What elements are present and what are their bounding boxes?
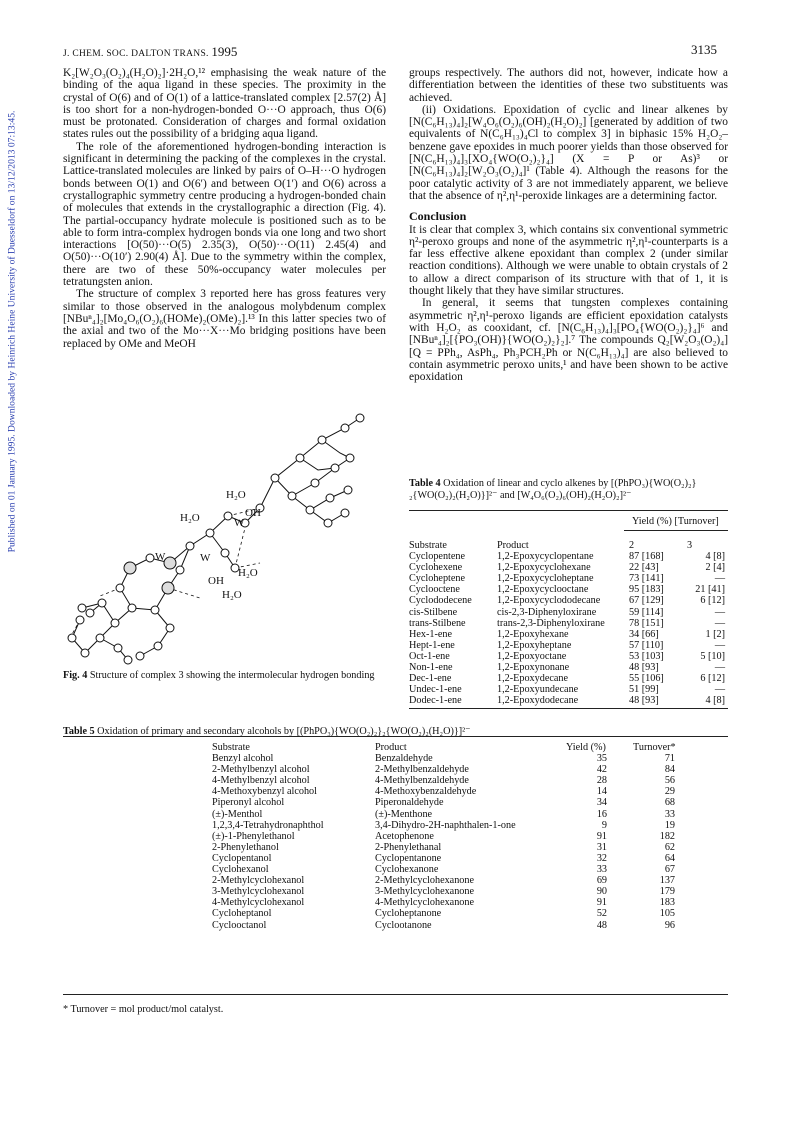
paragraph: groups respectively. The authors did not, however, indicate how a differentiation between the identities of these two substituents was achieved. (409, 67, 728, 104)
table-cell: 4-Methylcyclohexanol (212, 897, 305, 909)
table-cell: 68 (664, 797, 675, 809)
label-h2o: H₂O (222, 589, 242, 601)
table-cell: Dec-1-ene (409, 673, 452, 685)
table-cell: 5 [10] (700, 650, 725, 662)
right-column (409, 67, 728, 383)
table-cell: Benzyl alcohol (212, 753, 274, 765)
table-cell: Hept-1-ene (409, 639, 455, 651)
table-cell: 4-Methylbenzaldehyde (375, 775, 469, 787)
table-cell: 78 [151] (629, 617, 664, 629)
table-row (409, 684, 727, 695)
table-cell: Benzaldehyde (375, 753, 433, 765)
table-cell: 48 (596, 919, 607, 931)
table-cell: 48 [93] (629, 662, 659, 674)
table-cell: 48 [93] (629, 695, 659, 707)
label-h2o: H₂O (238, 567, 258, 579)
table-cell: Cyclohexene (409, 562, 463, 574)
table-cell: 4-Methylcyclohexanone (375, 897, 475, 909)
table-cell: cis-2,3-Diphenyloxirane (497, 606, 597, 618)
table5-grid (63, 742, 713, 931)
table-row (63, 853, 713, 864)
table-cell: 1,2-Epoxycyclohexane (497, 562, 591, 574)
table-header-row (63, 742, 713, 753)
column-header: Substrate (212, 742, 250, 753)
table-cell: Oct-1-ene (409, 650, 450, 662)
label-h2o: H₂O (226, 489, 246, 501)
table5-label: Table 5 (63, 726, 95, 737)
table-cell: 96 (664, 919, 675, 931)
left-column (63, 67, 386, 350)
table-cell: Acetophenone (375, 830, 434, 842)
table-indent (63, 831, 212, 842)
label-h2o: H₂O (180, 512, 200, 524)
table-indent (63, 809, 212, 820)
table-cell: 4-Methylbenzyl alcohol (212, 775, 310, 787)
table4-caption (409, 478, 728, 501)
table-cell: 1,2-Epoxycycloheptane (497, 573, 594, 585)
table-cell: 51 [99] (629, 684, 659, 696)
table-cell: 34 (596, 797, 607, 809)
table-row (63, 886, 713, 897)
table-row (409, 640, 727, 651)
column-header: Substrate (409, 540, 447, 551)
figure-caption-text: Structure of complex 3 showing the intermolecular hydrogen bonding (89, 670, 375, 681)
table-row (63, 820, 713, 831)
table4-grid (409, 540, 727, 706)
table-indent (63, 797, 212, 808)
table-cell: 52 (596, 908, 607, 920)
table-row (409, 695, 727, 706)
download-notice[interactable]: Published on 01 January 1995. Downloaded by Heinrich Heine University of Duesseldorf on 13/12/2013 07:13:45. (6, 110, 18, 553)
journal-year: 1995 (211, 44, 238, 59)
crystal-structure-figure (60, 398, 380, 668)
table-cell: Piperonaldehyde (375, 797, 444, 809)
table-cell: Cyclootanone (375, 919, 432, 931)
table-cell: 1 [2] (705, 628, 725, 640)
table-rule (409, 708, 728, 709)
table-cell: 2-Methylcyclohexanone (375, 875, 475, 887)
table-cell: 1,2-Epoxydecane (497, 673, 568, 685)
table-cell: 2-Methylcyclohexanol (212, 875, 305, 887)
table-cell: Cycloheptanol (212, 908, 272, 920)
table-rule (624, 530, 728, 531)
table-cell: 1,2-Epoxycyclooctane (497, 584, 589, 596)
table-cell: 2-Methylbenzaldehyde (375, 764, 469, 776)
column-header: 3 (687, 540, 693, 551)
table-row (409, 551, 727, 562)
table-cell: Non-1-ene (409, 662, 453, 674)
table-row (63, 920, 713, 931)
table-cell: 35 (596, 753, 607, 765)
table-cell: — (714, 617, 725, 629)
table-cell: 4-Methoxybenzaldehyde (375, 786, 477, 798)
table-cell: 2-Phenylethanol (212, 841, 279, 853)
table-rule (63, 994, 728, 995)
table-cell: Undec-1-ene (409, 684, 462, 696)
table-indent (63, 853, 212, 864)
table-indent (63, 764, 212, 775)
table-cell: 87 [168] (629, 551, 664, 563)
table4-label: Table 4 (409, 478, 441, 489)
table-cell: 4 [8] (705, 551, 725, 563)
table-cell: (±)-Menthol (212, 808, 263, 820)
figure-caption (63, 670, 385, 682)
table-cell: Cycloheptene (409, 573, 466, 585)
table-cell: 22 [43] (629, 562, 659, 574)
table-row (409, 562, 727, 573)
table-cell: 69 (596, 875, 607, 887)
table-cell: 67 [129] (629, 595, 664, 607)
table-cell: — (714, 662, 725, 674)
column-header (63, 742, 212, 753)
paragraph: K₂[W₂O₃(O₂)₄(H₂O)₂]·2H₂O,¹² emphasising the weak nature of the binding of the aqua ligand in these species. The proximity in the crystal of O(6) and of O(1) of a lattice-translated complex [2.57(2) Å] is too short for a non-hydrogen-bonded O···O approach, thus O(6) must be protonated. Consideration of charges and formal oxidation states rules out the possibility of a bridging aqua ligand. (63, 67, 386, 141)
table-indent (63, 864, 212, 875)
table-cell: trans-Stilbene (409, 617, 466, 629)
table-row (63, 864, 713, 875)
table-cell: 95 [183] (629, 584, 664, 596)
paragraph: It is clear that complex 3, which contains six conventional symmetric η²-peroxo groups and none of the asymmetric η²,η¹-counterparts is a far less effective alkene epoxidant than complex 2 (under similar reaction conditions). Although we were unable to obtain crystals of 2 to allow a direct comparison of its structure with that of 1, it is thought likely that they have similar structures. (409, 223, 728, 298)
table-row (63, 797, 713, 808)
yield-header: Yield (%) [Turnover] (632, 516, 719, 527)
table-cell: 29 (664, 786, 675, 798)
figure-label: Fig. 4 (63, 670, 88, 681)
table-cell: 1,2-Epoxyheptane (497, 639, 572, 651)
label-oh: OH (208, 575, 224, 587)
running-header (63, 44, 237, 60)
table-cell: 105 (659, 908, 675, 920)
table-cell: trans-2,3-Diphenyloxirane (497, 617, 605, 629)
table-cell: Cyclohexanone (375, 864, 439, 876)
paragraph: The structure of complex 3 reported here has gross features very similar to those observed in the analogous molybdenum complex [NBuⁿ₄]₂[Mo₄O₆(O₂)₆(HOMe)₂(OMe)₂].¹³ In this latter species two of the axial and two of the Mo···X···Mo bridging positions have been replaced by OMe and MeOH (63, 288, 386, 350)
table-cell: (±)-Menthone (375, 808, 433, 820)
table-cell: Cyclooctanol (212, 919, 267, 931)
table-cell: 55 [106] (629, 673, 664, 685)
table-cell: 3-Methylcyclohexanol (212, 886, 305, 898)
table-indent (63, 875, 212, 886)
section-heading: Conclusion (409, 209, 467, 224)
table-cell: 33 (596, 864, 607, 876)
column-header: Product (375, 742, 407, 753)
table-cell: 4-Methoxybenzyl alcohol (212, 786, 317, 798)
structure-drawing (60, 398, 380, 668)
table-row (409, 607, 727, 618)
label-oh: OH (245, 507, 261, 519)
table-cell: 6 [12] (700, 673, 725, 685)
table-cell: 56 (664, 775, 675, 787)
table-cell: 90 (596, 886, 607, 898)
table-cell: 62 (664, 841, 675, 853)
table-cell: Cyclohexanol (212, 864, 269, 876)
table-cell: 6 [12] (700, 595, 725, 607)
table-indent (63, 842, 212, 853)
label-w: W (234, 517, 245, 529)
table-cell: 1,2-Epoxyhexane (497, 628, 569, 640)
table-cell: Cyclopentene (409, 551, 466, 563)
table-indent (63, 820, 212, 831)
table-cell: — (714, 684, 725, 696)
table5-footnote: * Turnover = mol product/mol catalyst. (63, 1004, 224, 1015)
table-rule (63, 736, 728, 737)
table-row (63, 897, 713, 908)
table-cell: 42 (596, 764, 607, 776)
table-cell: 16 (596, 808, 607, 820)
table-row (63, 831, 713, 842)
table-row (63, 875, 713, 886)
table-row (409, 662, 727, 673)
table-cell: Dodec-1-ene (409, 695, 462, 707)
table-row (63, 753, 713, 764)
table-cell: Hex-1-ene (409, 628, 452, 640)
table-row (409, 618, 727, 629)
table-indent (63, 786, 212, 797)
paragraph: In general, it seems that tungsten complexes containing asymmetric η²,η¹-peroxo ligands are efficient epoxidation catalysts with H₂O₂ as cooxidant, cf. [N(C₆H₁₃)₄]₃[PO₄{WO(O₂)₂}₄]⁶ and [NBuⁿ₄]₂[{PO₃(OH)}{WO(O₂)₂}₂].⁷ The compounds Q₂[W₂O₃(O₂)₄] [Q = PPh₄, AsPh₄, Ph₃PCH₂Ph or N(C₆H₁₃)₄] are also believed to contain asymmetric peroxo units,¹ and have been shown to be active epoxidation (409, 297, 728, 384)
table-row (63, 842, 713, 853)
table-cell: 1,2,3,4-Tetrahydronaphthol (212, 819, 324, 831)
table-rule (409, 510, 728, 511)
table-indent (63, 753, 212, 764)
table-cell: 2-Methylbenzyl alcohol (212, 764, 310, 776)
table-cell: 14 (596, 786, 607, 798)
table-row (63, 786, 713, 797)
table-cell: 182 (659, 830, 675, 842)
table-cell: Piperonyl alcohol (212, 797, 285, 809)
table-cell: 73 [141] (629, 573, 664, 585)
table-indent (63, 886, 212, 897)
table-cell: 183 (659, 897, 675, 909)
table-cell: 9 (601, 819, 607, 831)
table-cell: 1,2-Epoxynonane (497, 662, 570, 674)
table-row (409, 573, 727, 584)
table-row (409, 629, 727, 640)
table-cell: 57 [110] (629, 639, 664, 651)
column-header: Product (497, 540, 529, 551)
table-cell: 34 [66] (629, 628, 659, 640)
paragraph: The role of the aforementioned hydrogen-bonding interaction is significant in determining the packing of the complexes in the crystal. Lattice-translated molecules are linked by pairs of O–H···O hydrogen bonds between O(1) and O(6′) and between O(1′) and O(6) across a crystallographic symmetry centre producing a hydrogen-bonded chain of molecules that extends in the crystallographic a direction (Fig. 4). The partial-occupancy hydrate molecule is positioned such as to be able to form intra-complex hydrogen bonds via one long and two short interactions [O(50)···O(5) 2.35(3), O(50)···O(11) 2.45(4) and O(50)···O(10′) 2.90(4) Å]. Due to the symmetry within the complex, there are two of these 50%-occupancy water molecules per tetratungsten anion. (63, 140, 386, 289)
table-cell: — (714, 573, 725, 585)
table-cell: 32 (596, 852, 607, 864)
table-cell: 1,2-Epoxyundecane (497, 684, 579, 696)
table-cell: (±)-1-Phenylethanol (212, 830, 295, 842)
table-row (63, 809, 713, 820)
table-cell: — (714, 639, 725, 651)
table-cell: 1,2-Epoxycyclododecane (497, 595, 601, 607)
paragraph: (ii) Oxidations. Epoxidation of cyclic and linear alkenes by [N(C₆H₁₃)₄]₂[W₄O₆(O₂)₆(OH)₂(H₂O)₂] [generated by addition of two equivalents of N(C₆H₁₃)₄Cl to complex 3] in biphasic 15% H₂O₂–benzene gave epoxides in much poorer yields than those observed for [N(C₆H₁₃)₄]₃[XO₄{WO(O₂)₂}₄] (X = P or As)³ or [N(C₆H₁₃)₄]₂[W₂O₃(O₂)₄]¹ (Table 4). Although the reasons for the poor catalytic activity of 3 are not immediately apparent, we believe that the absence of η²,η¹-peroxide linkages are a determining factor. (409, 103, 728, 202)
table-cell: 3-Methylcyclohexanone (375, 886, 475, 898)
table-cell: 64 (664, 852, 675, 864)
table-row (409, 595, 727, 606)
column-header: 2 (629, 540, 635, 551)
table-row (409, 651, 727, 662)
table-cell: Cyclododecene (409, 595, 472, 607)
table-cell: 91 (596, 830, 607, 842)
table-cell: 21 [41] (695, 584, 725, 596)
table-cell: 1,2-Epoxycyclopentane (497, 551, 594, 563)
table-cell: 59 [114] (629, 606, 664, 618)
table-cell: Cyclopentanol (212, 852, 272, 864)
table-header-row (409, 540, 727, 551)
table-cell: 4 [8] (705, 695, 725, 707)
table-indent (63, 897, 212, 908)
table-row (63, 764, 713, 775)
table-row (63, 908, 713, 919)
table-cell: 2 [4] (705, 562, 725, 574)
table-cell: 53 [103] (629, 650, 664, 662)
table4-caption-text: Oxidation of linear and cyclo alkenes by [(PhPO₃){WO(O₂)₂}₂{WO(O₂)₂(H₂O)}]²⁻ and [W₄O₆(O₂)₆(OH)₂(H₂O)₂]²⁻ (409, 478, 697, 501)
table-cell: 1,2-Epoxyoctane (497, 650, 567, 662)
table-cell: Cyclopentanone (375, 852, 442, 864)
table-indent (63, 908, 212, 919)
table-cell: 28 (596, 775, 607, 787)
table-cell: 2-Phenylethanal (375, 841, 442, 853)
table-cell: 71 (664, 753, 675, 765)
table-cell: Cyclooctene (409, 584, 460, 596)
table-row (63, 775, 713, 786)
label-w: W (200, 552, 211, 564)
table-row (409, 584, 727, 595)
journal-name: J. CHEM. SOC. DALTON TRANS. (63, 49, 209, 59)
table-cell: — (714, 606, 725, 618)
table-cell: 1,2-Epoxydodecane (497, 695, 579, 707)
table-cell: Cycloheptanone (375, 908, 442, 920)
table-row (409, 673, 727, 684)
column-header: Turnover* (633, 742, 676, 753)
table-cell: 19 (664, 819, 675, 831)
table-indent (63, 920, 212, 931)
column-header: Yield (%) (566, 742, 606, 753)
table-cell: 3,4-Dihydro-2H-naphthalen-1-one (375, 819, 516, 831)
table-cell: 31 (596, 841, 607, 853)
table5-caption-text: Oxidation of primary and secondary alcohols by [(PhPO₃){WO(O₂)₂}₂{WO(O₂)₂(H₂O)}]²⁻ (97, 726, 471, 737)
label-w: W (155, 551, 166, 563)
table-cell: 67 (664, 864, 675, 876)
table-cell: 33 (664, 808, 675, 820)
table-cell: 179 (659, 886, 675, 898)
table-indent (63, 775, 212, 786)
page-number: 3135 (691, 42, 717, 57)
table-cell: 84 (664, 764, 675, 776)
table-cell: 91 (596, 897, 607, 909)
table-cell: cis-Stilbene (409, 606, 458, 618)
table-cell: 137 (659, 875, 675, 887)
